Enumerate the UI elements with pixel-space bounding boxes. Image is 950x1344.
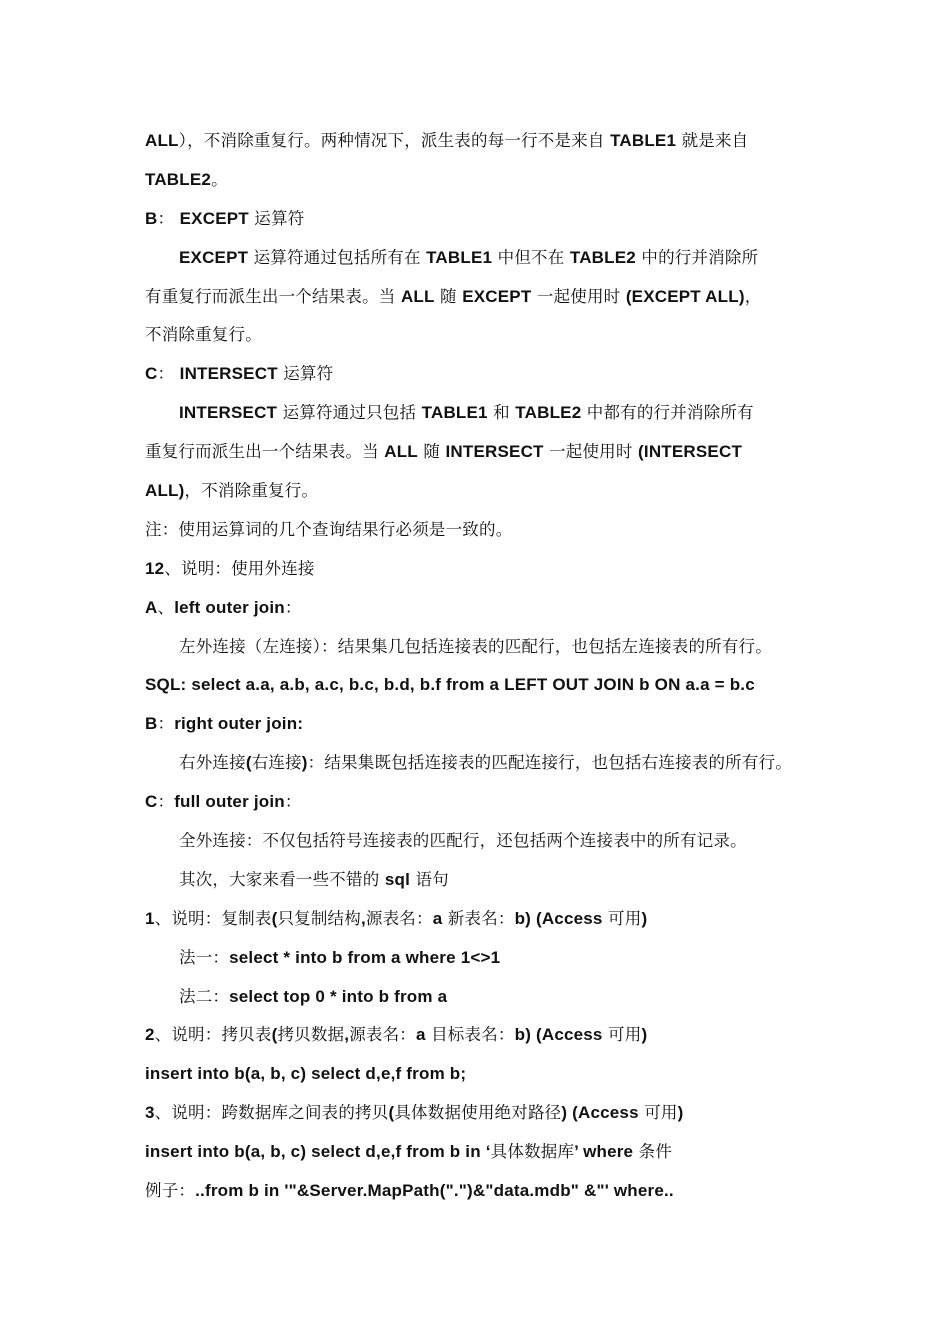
bold-text-segment: ): [641, 1025, 648, 1045]
text-segment: ：: [284, 792, 302, 812]
text-line: [145, 666, 825, 705]
text-line: [145, 394, 825, 433]
text-segment: 法二：: [179, 986, 230, 1006]
document-page: [145, 122, 825, 1211]
bold-text-segment: INTERSECT: [179, 403, 278, 423]
text-segment: 。: [211, 169, 228, 189]
text-segment: 有重复行而派生出一个结果表。当: [145, 286, 401, 306]
text-segment: 目标表名：: [425, 1025, 515, 1045]
text-segment: ：: [157, 792, 175, 812]
text-line: [145, 1016, 825, 1055]
text-segment: 不消除重复行。: [145, 325, 262, 345]
text-segment: 运算符: [277, 364, 334, 384]
text-line: [145, 822, 825, 861]
text-segment: 、说明：复制表: [154, 908, 272, 928]
text-segment: 中都有的行并消除所有: [581, 403, 754, 423]
text-segment: 、说明：拷贝表: [154, 1025, 272, 1045]
text-line: [145, 1094, 825, 1133]
text-line: [145, 278, 825, 317]
text-line: [145, 861, 825, 900]
text-line: [145, 511, 825, 550]
bold-text-segment: insert into b(a, b, c) select d,e,f from b;: [145, 1064, 467, 1084]
bold-text-segment: ) (Access: [561, 1103, 639, 1123]
text-segment: ），不消除重复行。两种情况下，派生表的每一行不是来自: [178, 131, 611, 150]
bold-text-segment: 12: [145, 558, 165, 578]
bold-text-segment: ALL: [400, 286, 435, 306]
text-segment: ：结果集既包括连接表的匹配连接行，也包括右连接表的所有行。: [307, 753, 792, 773]
text-segment: 、说明：使用外连接: [164, 558, 315, 578]
bold-text-segment: right outer join:: [174, 714, 304, 734]
text-line: [145, 1055, 825, 1094]
bold-text-segment: ): [677, 1103, 684, 1123]
text-segment: 中的行并消除所: [635, 247, 759, 267]
text-segment: ：: [157, 714, 175, 734]
bold-text-segment: TABLE2: [569, 247, 636, 267]
text-segment: 拷贝数据: [277, 1025, 345, 1045]
bold-text-segment: sql: [384, 869, 411, 889]
text-segment: ：: [284, 597, 302, 617]
text-line: [145, 978, 825, 1017]
text-segment: 一起使用时: [543, 442, 639, 462]
text-segment: 可用: [602, 1025, 642, 1045]
text-line: [145, 744, 825, 783]
text-segment: 重复行而派生出一个结果表。当: [145, 442, 385, 462]
text-segment: 条件: [633, 1142, 673, 1162]
bold-text-segment: select top 0 * into b from a: [229, 986, 448, 1006]
text-line: [145, 316, 825, 355]
bold-text-segment: b) (Access: [514, 908, 603, 928]
text-line: [145, 1172, 825, 1211]
bold-text-segment: C: [145, 792, 158, 812]
bold-text-segment: TABLE2: [145, 169, 212, 189]
bold-text-segment: ’ where: [574, 1142, 634, 1162]
bold-text-segment: INTERSECT: [445, 442, 544, 462]
bold-text-segment: ALL: [145, 131, 179, 150]
text-segment: 注：使用运算词的几个查询结果行必须是一致的。: [145, 519, 513, 539]
text-line: [145, 628, 825, 667]
text-segment: ：: [157, 364, 180, 384]
bold-text-segment: full outer join: [174, 792, 285, 812]
bold-text-segment: INTERSECT: [179, 364, 278, 384]
text-segment: 语句: [410, 869, 449, 889]
text-segment: 源表名：: [365, 908, 433, 928]
text-line: [145, 472, 825, 511]
text-line: [145, 550, 825, 589]
text-segment: 中但不在: [492, 247, 570, 267]
text-segment: 源表名：: [349, 1025, 416, 1045]
text-line: [145, 705, 825, 744]
text-line: [145, 122, 825, 161]
bold-text-segment: TABLE2: [515, 403, 582, 423]
text-line: [145, 239, 825, 278]
bold-text-segment: ALL): [145, 481, 185, 501]
text-line: [145, 355, 825, 394]
text-segment: 法一：: [179, 947, 230, 967]
bold-text-segment: SQL: select a.a, a.b, a.c, b.c, b.d, b.f from a LEFT OUT JOIN b ON a.a = b.c: [145, 675, 755, 695]
text-segment: 、: [157, 597, 175, 617]
text-segment: 右连接: [251, 753, 302, 773]
text-segment: 其次，大家来看一些不错的: [179, 869, 385, 889]
text-segment: 可用: [602, 908, 642, 928]
text-line: [145, 783, 825, 822]
text-line: [145, 161, 825, 200]
bold-text-segment: 2: [145, 1025, 155, 1045]
text-segment: 、说明：跨数据库之间表的拷贝: [154, 1103, 389, 1123]
bold-text-segment: a: [416, 1025, 426, 1045]
text-segment: 只复制结构: [277, 908, 361, 928]
bold-text-segment: ALL: [384, 442, 418, 462]
text-segment: 随: [417, 442, 446, 462]
bold-text-segment: (: [271, 908, 278, 928]
bold-text-segment: b) (Access: [514, 1025, 603, 1045]
bold-text-segment: (INTERSECT: [638, 442, 743, 462]
bold-text-segment: ): [641, 908, 648, 928]
text-segment: 运算符通过包括所有在: [248, 247, 427, 267]
bold-text-segment: select * into b from a where 1<>1: [229, 947, 501, 967]
text-segment: 运算符通过只包括: [277, 403, 422, 423]
bold-text-segment: ,: [344, 1025, 350, 1045]
text-line: [145, 433, 825, 472]
text-line: [145, 589, 825, 628]
bold-text-segment: (: [245, 753, 252, 773]
text-line: [145, 939, 825, 978]
text-segment: 具体数据使用绝对路径: [394, 1103, 562, 1123]
bold-text-segment: 3: [145, 1103, 155, 1123]
bold-text-segment: a: [432, 908, 443, 928]
bold-text-segment: ,: [360, 908, 366, 928]
bold-text-segment: TABLE1: [421, 403, 488, 423]
text-segment: 和: [487, 403, 516, 423]
text-segment: 新表名：: [442, 908, 515, 928]
text-segment: 具体数据库: [490, 1142, 575, 1162]
bold-text-segment: (: [388, 1103, 395, 1123]
bold-text-segment: 1: [145, 908, 155, 928]
text-segment: ：: [157, 208, 180, 228]
bold-text-segment: B: [145, 714, 158, 734]
bold-text-segment: left outer join: [174, 597, 285, 617]
text-segment: 运算符: [248, 208, 305, 228]
text-line: [145, 900, 825, 939]
bold-text-segment: EXCEPT: [179, 247, 249, 267]
bold-text-segment: EXCEPT: [462, 286, 532, 306]
text-segment: 一起使用时: [531, 286, 626, 306]
bold-text-segment: TABLE1: [426, 247, 493, 267]
bold-text-segment: insert into b(a, b, c) select d,e,f from b in ‘: [145, 1142, 491, 1162]
bold-text-segment: EXCEPT: [179, 208, 249, 228]
bold-text-segment: A: [145, 597, 158, 617]
text-line: [145, 200, 825, 239]
bold-text-segment: (EXCEPT ALL): [625, 286, 745, 306]
bold-text-segment: C: [145, 364, 158, 384]
bold-text-segment: (: [271, 1025, 278, 1045]
bold-text-segment: ): [301, 753, 308, 773]
text-segment: 例子：: [145, 1181, 196, 1201]
bold-text-segment: TABLE1: [610, 131, 677, 150]
text-segment: 全外连接：不仅包括符号连接表的匹配行，还包括两个连接表中的所有记录。: [179, 831, 747, 851]
text-segment: 左外连接（左连接）：结果集几包括连接表的匹配行，也包括左连接表的所有行。: [179, 636, 772, 656]
text-segment: 右外连接: [179, 753, 246, 773]
bold-text-segment: B: [145, 208, 158, 228]
text-segment: 随: [434, 286, 463, 306]
text-segment: ，不消除重复行。: [184, 481, 319, 501]
text-line: [145, 1133, 825, 1172]
text-segment: 就是来自: [676, 131, 749, 150]
text-segment: ，: [744, 286, 762, 306]
text-segment: 可用: [638, 1103, 678, 1123]
bold-text-segment: ..from b in '"&Server.MapPath(".")&"data.mdb" &"' where..: [195, 1181, 674, 1201]
